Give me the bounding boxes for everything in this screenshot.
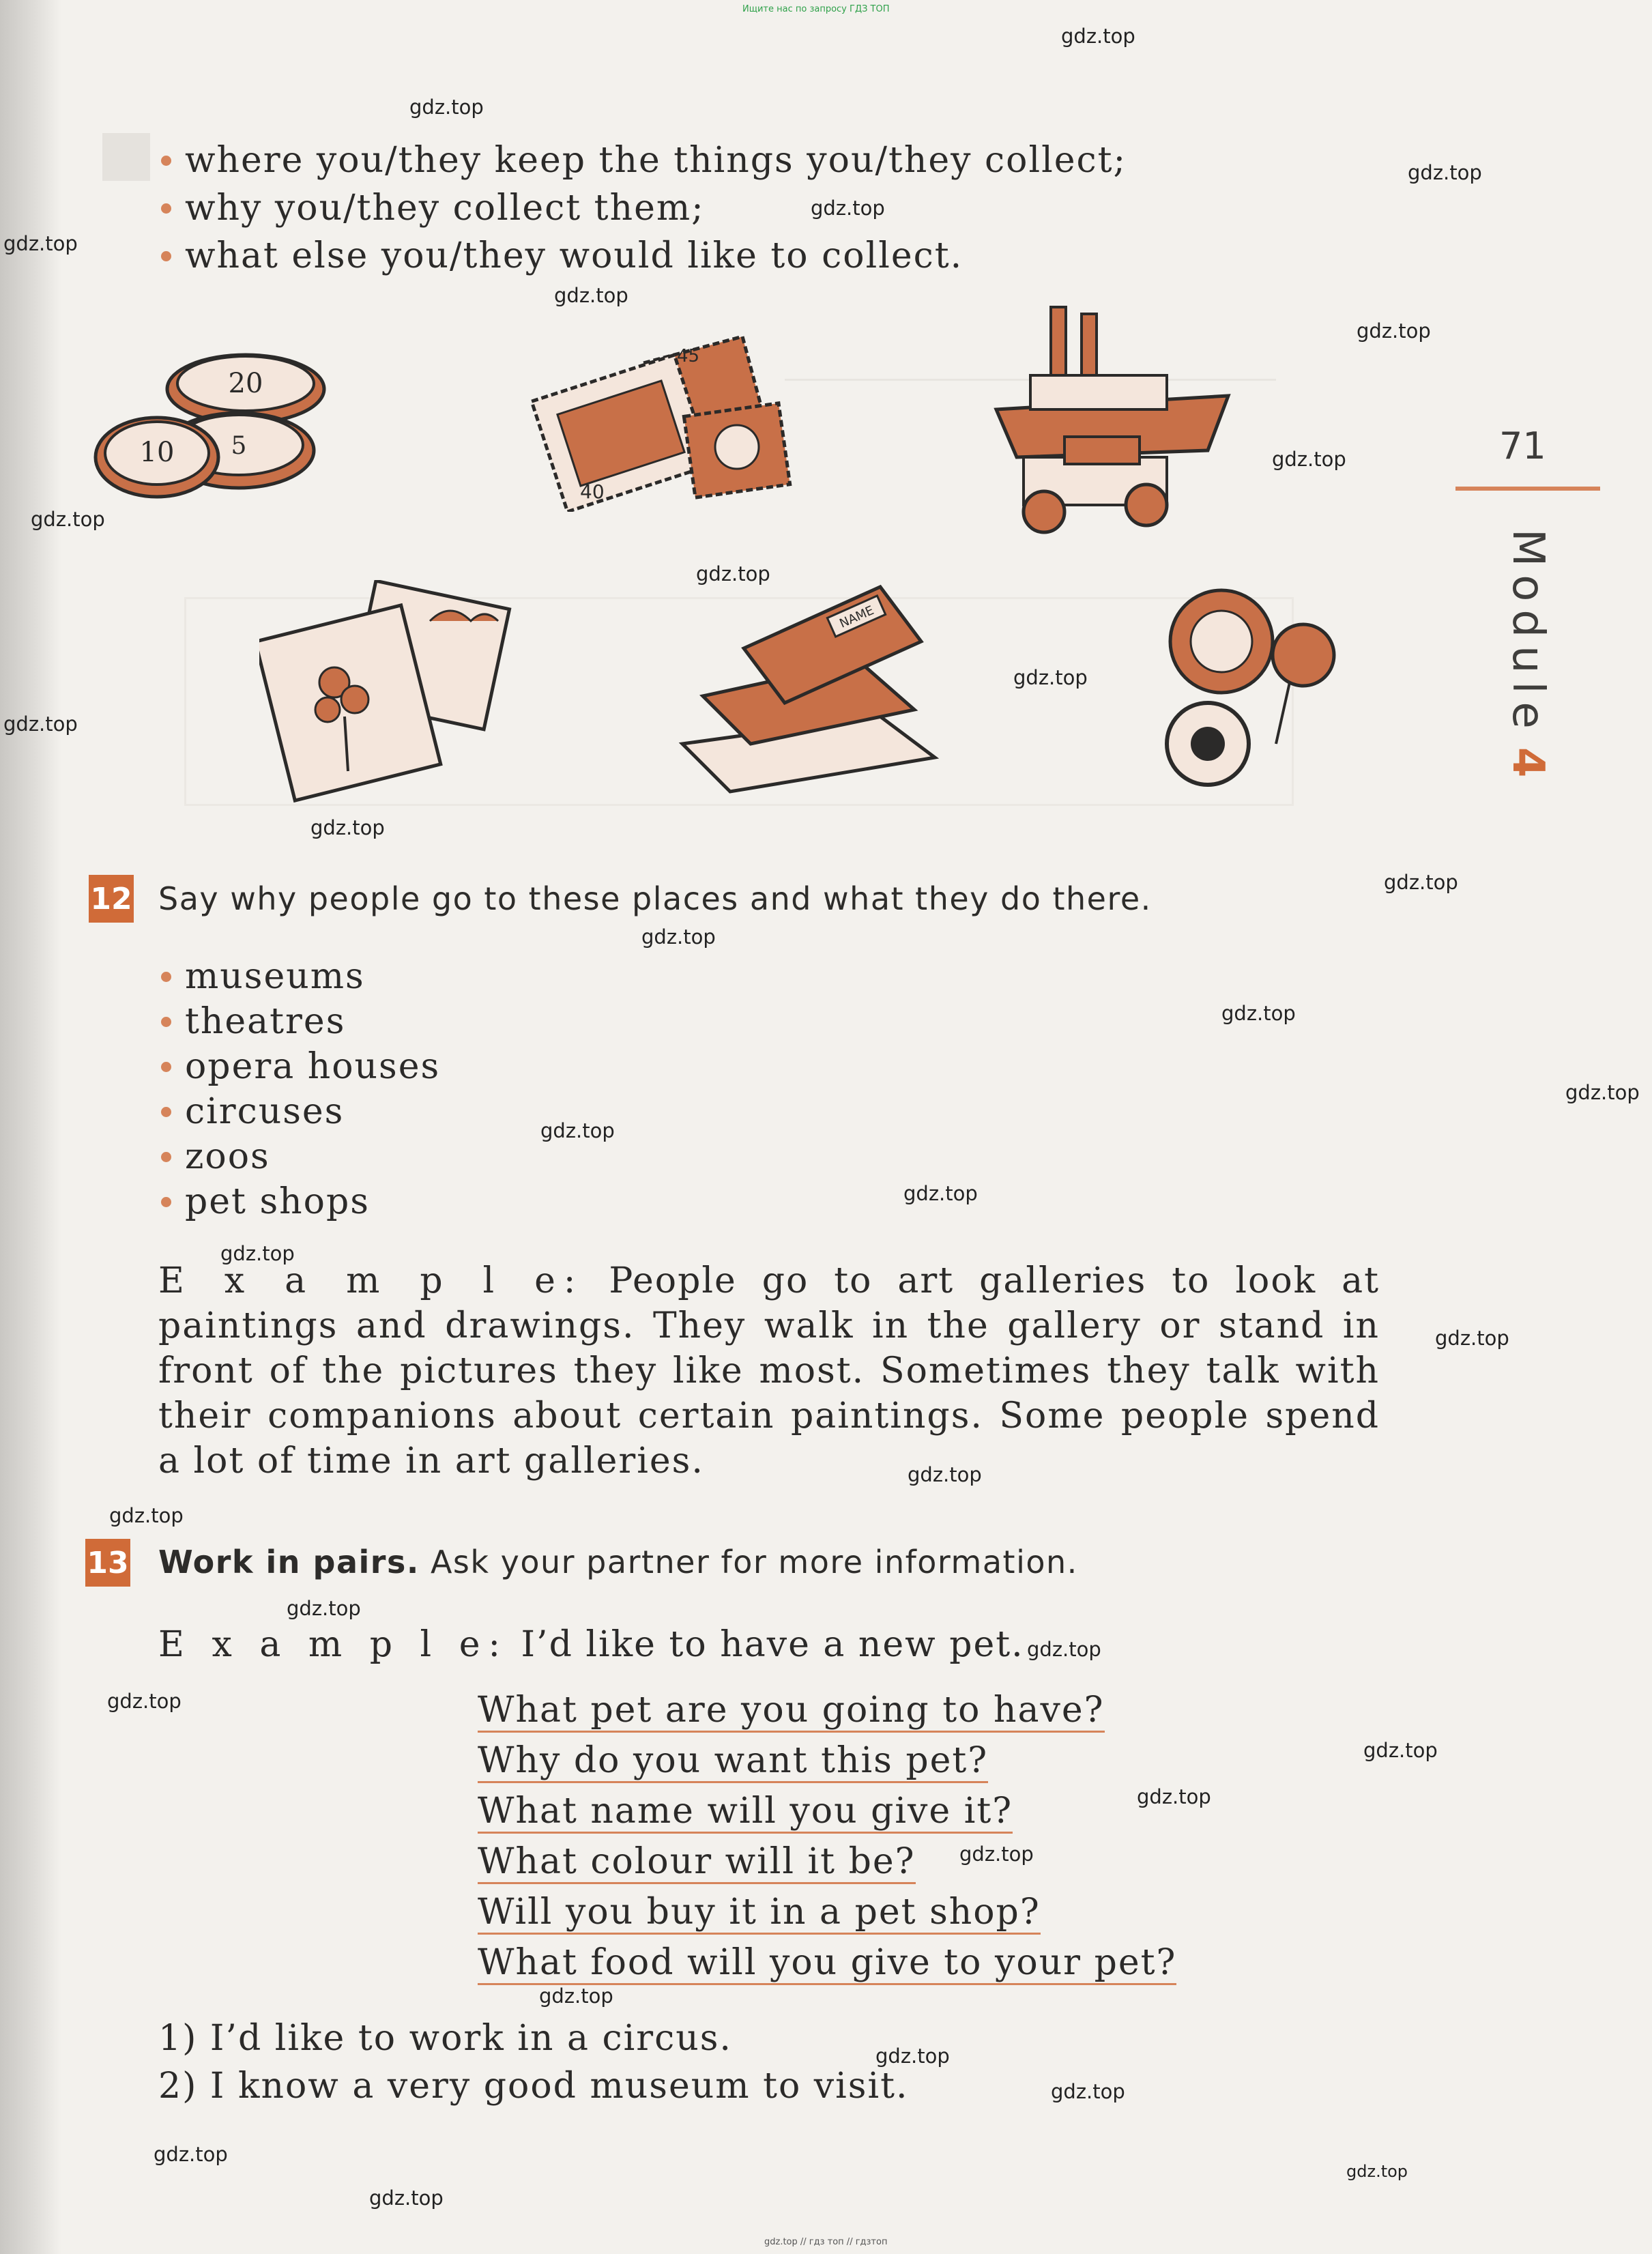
page-spine-shadow	[0, 0, 61, 2254]
question-line: What name will you give it?	[478, 1791, 1013, 1834]
watermark: gdz.top	[908, 1463, 982, 1486]
instruction-bold: Work in pairs.	[158, 1544, 420, 1580]
watermark: gdz.top	[539, 1984, 613, 2008]
list-item: what else you/they would like to collect.	[161, 232, 1127, 280]
watermark: gdz.top	[540, 1119, 615, 1142]
watermark: gdz.top	[554, 284, 628, 307]
watermark: gdz.top	[154, 2143, 228, 2166]
books-illustration	[655, 573, 948, 805]
footer-note: gdz.top // гдз топ // гдзтоп	[764, 2237, 888, 2247]
watermark: gdz.top	[220, 1242, 295, 1265]
stamps-illustration	[519, 334, 798, 512]
module-word: Module	[1503, 529, 1553, 737]
watermark: gdz.top	[1357, 319, 1431, 343]
watermark: gdz.top	[107, 1690, 182, 1713]
prompt-line: 1) I’d like to work in a circus.	[158, 2018, 732, 2059]
book-label: NAME	[837, 603, 876, 631]
question-line: What food will you give to your pet?	[478, 1942, 1176, 1985]
watermark: gdz.top	[1013, 666, 1088, 689]
watermark: gdz.top	[31, 508, 105, 531]
watermark: gdz.top	[875, 2045, 950, 2068]
task-13-instruction	[158, 1544, 1078, 1580]
watermark: gdz.top	[409, 96, 484, 119]
coin-label: 10	[139, 437, 175, 468]
watermark: gdz.top	[1384, 871, 1458, 894]
coins-illustration	[89, 341, 341, 505]
bullet-icon	[161, 1107, 171, 1117]
watermark: gdz.top	[287, 1597, 361, 1620]
example-text: People go to art galleries to look at paintings and drawings. They walk in the gallery or stand in front of the pictures they like most. Sometimes they talk with their companions about certain paintings. Some people spend a lot of time in art galleries.	[158, 1260, 1380, 1482]
watermark: gdz.top	[1565, 1081, 1640, 1104]
watermark: gdz.top	[959, 1843, 1034, 1866]
list-item: zoos	[161, 1134, 440, 1179]
list-item: theatres	[161, 999, 440, 1044]
bullet-icon	[161, 1152, 171, 1162]
example-statement: I’d like to have a new pet.	[521, 1624, 1024, 1665]
question-line: Why do you want this pet?	[478, 1740, 988, 1783]
watermark: gdz.top	[1221, 1002, 1296, 1025]
watermark: gdz.top	[1027, 1638, 1101, 1661]
question-line: What pet are you going to have?	[478, 1690, 1105, 1733]
bullet-icon	[161, 1197, 171, 1207]
instruction-rest: Ask your partner for more information.	[430, 1544, 1078, 1580]
watermark: gdz.top	[696, 562, 770, 586]
task-12-example	[158, 1258, 1380, 1484]
bullet-icon	[161, 156, 171, 166]
watermark: gdz.top	[1061, 25, 1135, 48]
stamp-value: 45	[677, 346, 700, 366]
example-label: E x a m p l e:	[158, 1260, 584, 1301]
postcards-illustration	[259, 580, 519, 805]
coin-label: 5	[231, 432, 247, 460]
task-13-example	[158, 1624, 1024, 1665]
places-list	[161, 954, 440, 1224]
bullet-icon	[161, 1017, 171, 1027]
prompt-line: 2) I know a very good museum to visit.	[158, 2066, 909, 2107]
watermark: gdz.top	[310, 816, 385, 839]
watermark: gdz.top	[1408, 161, 1482, 184]
top-search-note: Ищите нас по запросу ГДЗ ТОП	[742, 4, 890, 14]
watermark: gdz.top	[1346, 2162, 1408, 2181]
page-number-rule	[1455, 487, 1600, 491]
bullet-icon	[161, 1062, 171, 1072]
watermark: gdz.top	[109, 1504, 184, 1527]
list-item: pet shops	[161, 1179, 440, 1224]
example-label: E x a m p l e:	[158, 1624, 508, 1665]
watermark: gdz.top	[641, 925, 716, 949]
watermark: gdz.top	[903, 1182, 978, 1205]
list-item: why you/they collect them;	[161, 184, 1127, 232]
question-line: Will you buy it in a pet shop?	[478, 1892, 1041, 1935]
bullet-icon	[161, 972, 171, 982]
task-13-prompts	[158, 2014, 909, 2110]
stamp-value: 40	[580, 480, 605, 503]
module-number: 4	[1503, 747, 1553, 778]
watermark: gdz.top	[1137, 1785, 1211, 1808]
bullet-icon	[161, 251, 171, 261]
toy-ship-and-car-illustration	[983, 293, 1242, 539]
watermark: gdz.top	[3, 232, 78, 255]
task-12-number: 12	[89, 875, 134, 923]
watermark: gdz.top	[1363, 1739, 1438, 1762]
collection-question-list	[161, 136, 1127, 280]
watermark: gdz.top	[1435, 1327, 1509, 1350]
list-item: museums	[161, 954, 440, 999]
bullet-icon	[161, 203, 171, 214]
list-item: circuses	[161, 1089, 440, 1134]
watermark: gdz.top	[1051, 2080, 1125, 2103]
watermark: gdz.top	[811, 197, 885, 220]
list-item: opera houses	[161, 1044, 440, 1089]
watermark: gdz.top	[3, 712, 78, 736]
badges-illustration	[1153, 580, 1358, 798]
coin-label: 20	[228, 368, 263, 399]
watermark: gdz.top	[369, 2186, 444, 2210]
watermark: gdz.top	[1272, 448, 1346, 471]
list-item: where you/they keep the things you/they collect;	[161, 136, 1127, 184]
module-side-tab	[1498, 529, 1560, 815]
task-13-number: 13	[85, 1539, 130, 1587]
task-12-instruction: Say why people go to these places and what they do there.	[158, 880, 1152, 917]
question-line: What colour will it be?	[478, 1841, 916, 1884]
page-number: 71	[1499, 424, 1546, 467]
